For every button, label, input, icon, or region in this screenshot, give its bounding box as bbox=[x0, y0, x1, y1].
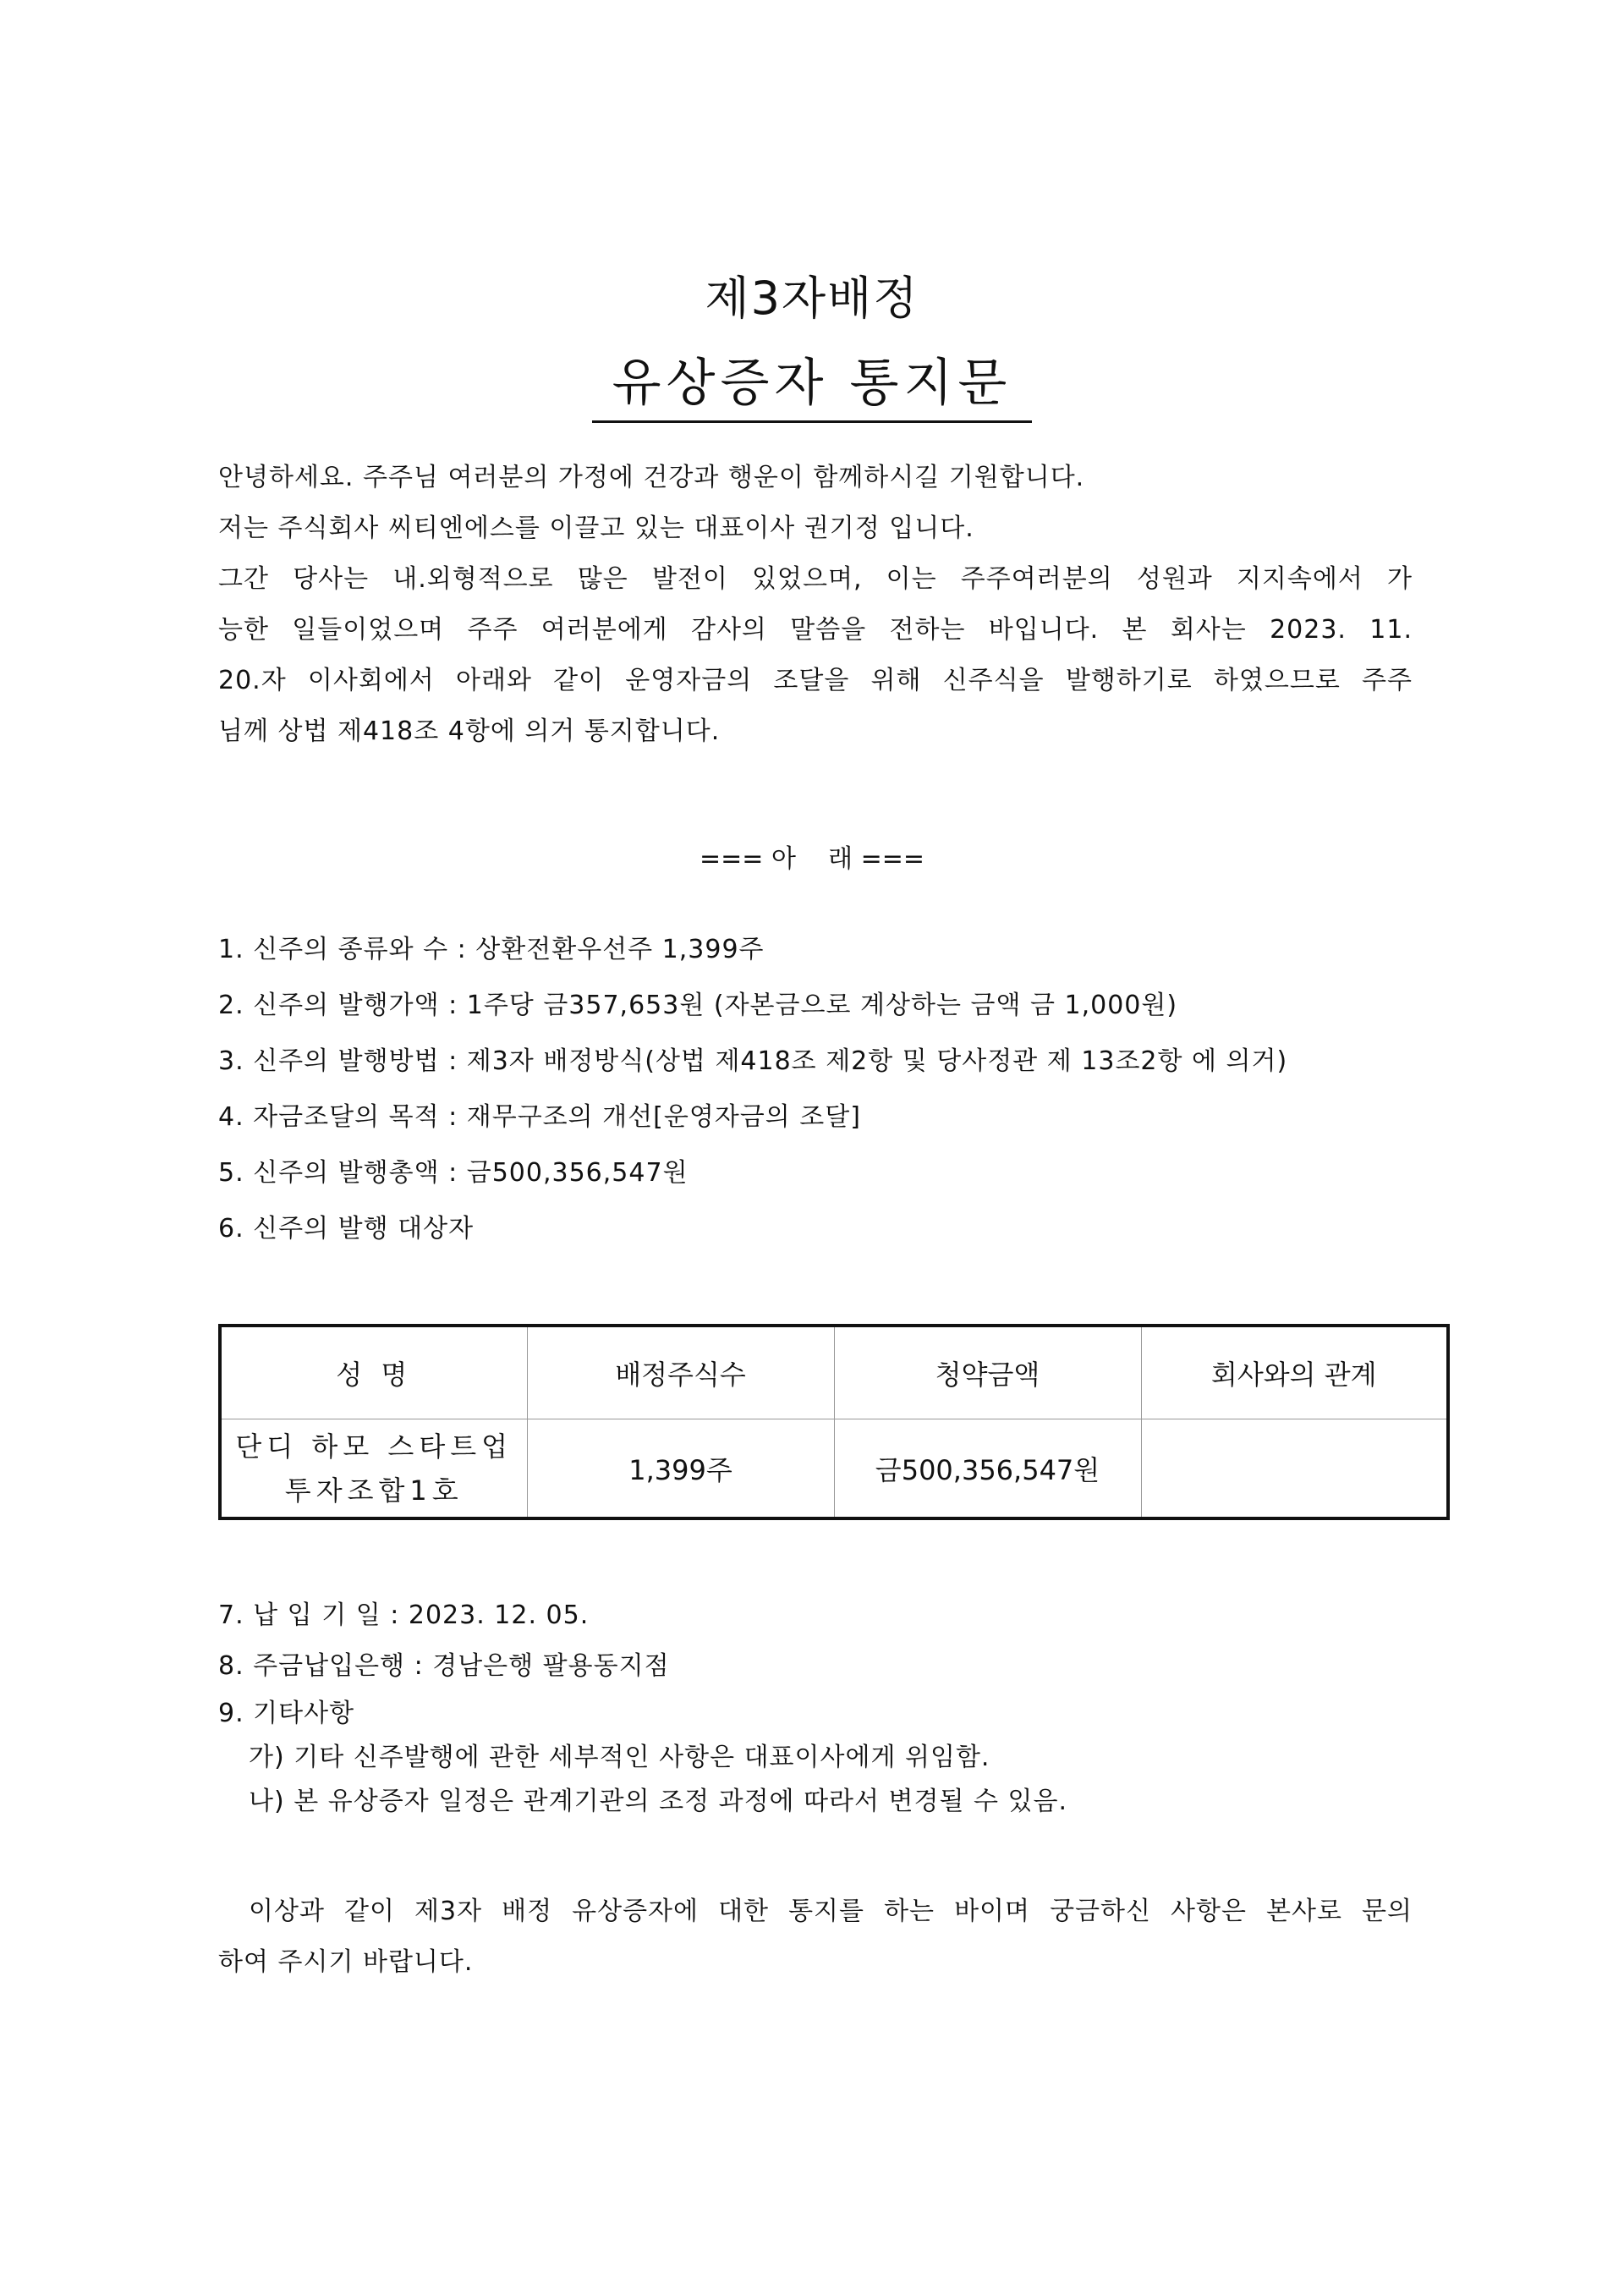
list-item-6: 6. 신주의 발행 대상자 bbox=[218, 1214, 475, 1244]
document-title-line2 bbox=[0, 343, 1624, 423]
list-item-4: 4. 자금조달의 목적 : 재무구조의 개선[운영자금의 조달] bbox=[218, 1102, 861, 1132]
table-header-row bbox=[220, 1326, 1448, 1419]
intro-line-2: 저는 주식회사 씨티엔에스를 이끌고 있는 대표이사 권기정 입니다. bbox=[218, 513, 974, 543]
sub-item-a: 가) 기타 신주발행에 관한 세부적인 사항은 대표이사에게 위임함. bbox=[249, 1743, 990, 1772]
notice-items-list bbox=[218, 922, 1413, 1257]
cell-shares: 1,399주 bbox=[527, 1419, 834, 1519]
cell-relation bbox=[1141, 1419, 1448, 1519]
list-item-9: 9. 기타사항 bbox=[218, 1699, 355, 1728]
list-item-8: 8. 주금납입은행 : 경남은행 팔용동지점 bbox=[218, 1651, 670, 1681]
intro-line-5: 20.자 이사회에서 아래와 같이 운영자금의 조달을 위해 신주식을 발행하기로 하였으므로 주주 bbox=[218, 666, 1413, 695]
sub-item-b: 나) 본 유상증자 일정은 관계기관의 조정 과정에 따라서 변경될 수 있음. bbox=[249, 1787, 1068, 1816]
intro-line-6: 님께 상법 제418조 4항에 의거 통지합니다. bbox=[218, 717, 721, 746]
document-title-underlined: 유상증자 통지문 bbox=[592, 343, 1033, 423]
document-title-line1: 제3자배정 bbox=[705, 272, 919, 325]
intro-paragraph bbox=[218, 453, 1413, 757]
closing-line-2: 하여 주시기 바랍니다. bbox=[218, 1947, 474, 1977]
intro-line-3: 그간 당사는 내.외형적으로 많은 발전이 있었으며, 이는 주주여러분의 성원과 지지속에서 가 bbox=[218, 564, 1413, 594]
list-item-7: 7. 납 입 기 일 : 2023. 12. 05. bbox=[218, 1600, 590, 1630]
cell-name bbox=[220, 1419, 527, 1519]
list-item-1: 1. 신주의 종류와 수 : 상환전환우선주 1,399주 bbox=[218, 935, 765, 964]
header-relation: 회사와의 관계 bbox=[1141, 1326, 1448, 1419]
allocation-table bbox=[218, 1324, 1450, 1520]
cell-amount: 금500,356,547원 bbox=[834, 1419, 1141, 1519]
intro-line-4: 능한 일들이었으며 주주 여러분에게 감사의 말씀을 전하는 바입니다. 본 회사는 2023. 11. bbox=[218, 615, 1413, 645]
list-item-3: 3. 신주의 발행방법 : 제3자 배정방식(상법 제418조 제2항 및 당사정관 제 13조2항 에 의거) bbox=[218, 1046, 1288, 1076]
header-amount: 청약금액 bbox=[834, 1326, 1141, 1419]
section-divider-heading: === 아 래 === bbox=[700, 844, 924, 874]
intro-line-1: 안녕하세요. 주주님 여러분의 가정에 건강과 행운이 함께하시길 기원합니다. bbox=[218, 463, 1085, 492]
closing-paragraph bbox=[218, 1886, 1413, 1988]
header-shares: 배정주식수 bbox=[527, 1326, 834, 1419]
table-row bbox=[220, 1419, 1448, 1519]
closing-line-1: 이상과 같이 제3자 배정 유상증자에 대한 통지를 하는 바이며 궁금하신 사항은 본사로 문의 bbox=[249, 1897, 1413, 1926]
cell-name-line1: 단디 하모 스타트업 bbox=[235, 1430, 513, 1463]
header-name: 성 명 bbox=[220, 1326, 527, 1419]
list-item-2: 2. 신주의 발행가액 : 1주당 금357,653원 (자본금으로 계상하는 금액 금 1,000원) bbox=[218, 991, 1178, 1020]
notice-items-list-continued bbox=[218, 1590, 1413, 1824]
list-item-5: 5. 신주의 발행총액 : 금500,356,547원 bbox=[218, 1158, 689, 1188]
cell-name-line2: 투자조합1호 bbox=[284, 1474, 464, 1507]
